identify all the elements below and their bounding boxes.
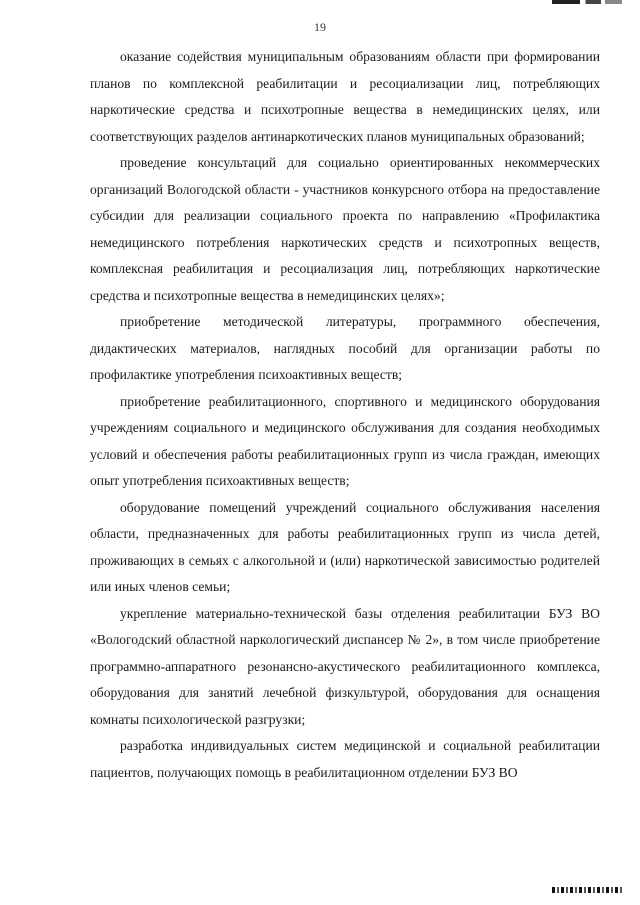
paragraph-6: укрепление материально-технической базы отделения реабилитации БУЗ ВО «Вологодский областной наркологический диспансер № 2», в том числе приобретение программно-аппаратного резонансно-акустического реабилитационного комплекса, оборудования для занятий лечебной физкультурой, оборудования для оснащения комнаты психологической разгрузки; [90, 605, 600, 727]
scan-mark [552, 0, 622, 4]
scan-mark-bottom [552, 887, 622, 893]
paragraph-3: приобретение методической литературы, программного обеспечения, дидактических материалов, наглядных пособий для организации работы по профилактике употребления психоактивных веществ; [90, 314, 600, 382]
page-number: 19 [314, 20, 326, 34]
document-body [90, 44, 600, 786]
paragraph-2: проведение консультаций для социально ориентированных некоммерческих организаций Вологодской области - участников конкурсного отбора на предоставление субсидии для реализации социального проекта по направлению «Профилактика немедицинского потребления наркотических средств и психотропных веществ, комплексная реабилитация и ресоциализация лиц, потребляющих наркотические средства и психотропные вещества в немедицинских целях»; [90, 155, 600, 303]
paragraph-5: оборудование помещений учреждений социального обслуживания населения области, предназначенных для работы реабилитационных групп из числа детей, проживающих в семьях с алкогольной и (или) наркотической зависимостью родителей или иных членов семьи; [90, 499, 600, 594]
paragraph-4: приобретение реабилитационного, спортивного и медицинского оборудования учреждениям социального и медицинского обслуживания для создания необходимых условий и обеспечения работы реабилитационных групп из числа граждан, имеющих опыт употребления психоактивных веществ; [90, 393, 600, 488]
paragraph-7: разработка индивидуальных систем медицинской и социальной реабилитации пациентов, получающих помощь в реабилитационном отделении БУЗ ВО [90, 738, 600, 780]
paragraph-1: оказание содействия муниципальным образованиям области при формировании планов по комплексной реабилитации и ресоциализации лиц, потребляющих наркотические средства и психотропные вещества в немедицинских целях, или соответствующих разделов антинаркотических планов муниципальных образований; [90, 49, 600, 144]
